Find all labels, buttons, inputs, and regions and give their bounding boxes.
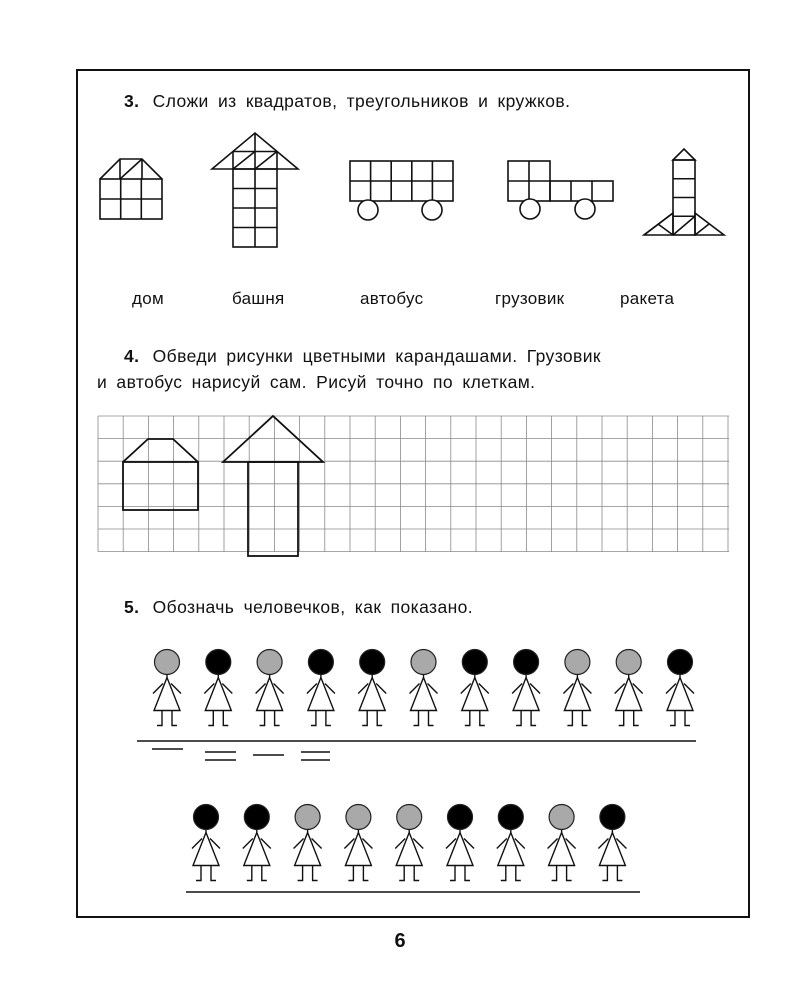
stick-figure [256,650,284,726]
body [205,678,231,711]
head-gray [565,650,590,675]
head-gray [257,650,282,675]
body [616,678,642,711]
stick-figure [563,650,591,726]
stick-figure [358,650,386,726]
body [513,678,539,711]
stick-figure [153,650,181,726]
head-gray [616,650,641,675]
people-row-2 [192,805,626,881]
stick-figure [512,650,540,726]
head-black [514,650,539,675]
stick-figure [615,650,643,726]
label-house: дом [132,289,164,308]
task-5-text: Обозначь человечков, как показано. [152,597,474,617]
body [599,833,625,866]
stick-figure [666,650,694,726]
head-black [308,650,333,675]
body [447,833,473,866]
head-gray [397,805,422,830]
body [549,833,575,866]
head-black [244,805,269,830]
label-tower: башня [232,289,285,308]
body [295,833,321,866]
label-bus: автобус [360,289,424,308]
label-truck: грузовик [495,289,565,308]
stick-figure [446,805,474,881]
head-black [462,650,487,675]
head-black [194,805,219,830]
head-gray [295,805,320,830]
stick-figure [204,650,232,726]
body [193,833,219,866]
label-rocket: ракета [620,289,675,308]
page-number: 6 [394,930,406,952]
task-3-number: 3. [124,91,140,111]
head-black [360,650,385,675]
stick-figure [598,805,626,881]
task-3-text: Сложи из квадратов, треугольников и кружков. [152,91,571,111]
body [462,678,488,711]
body [244,833,270,866]
task-5-number: 5. [124,597,140,617]
body [359,678,385,711]
stick-figure [243,805,271,881]
task-4-line-2: и автобус нарисуй сам. Рисуй точно по клеткам. [97,372,536,392]
head-black [668,650,693,675]
body [257,678,283,711]
body [411,678,437,711]
people-row-1 [153,650,694,726]
stick-figure [192,805,220,881]
stick-figure [461,650,489,726]
head-gray [346,805,371,830]
body [498,833,524,866]
head-black [498,805,523,830]
task-4-number: 4. [124,346,140,366]
stick-figure [307,650,335,726]
stick-figure [548,805,576,881]
body [308,678,334,711]
body [564,678,590,711]
body [667,678,693,711]
task-4-line-1: Обведи рисунки цветными карандашами. Грузовик [152,346,601,366]
body [396,833,422,866]
body [345,833,371,866]
head-gray [155,650,180,675]
body [154,678,180,711]
stick-figure [344,805,372,881]
stick-figure [410,650,438,726]
stick-figure [294,805,322,881]
head-gray [549,805,574,830]
stick-figure [395,805,423,881]
head-black [448,805,473,830]
head-gray [411,650,436,675]
head-black [206,650,231,675]
head-black [600,805,625,830]
stick-figure [497,805,525,881]
